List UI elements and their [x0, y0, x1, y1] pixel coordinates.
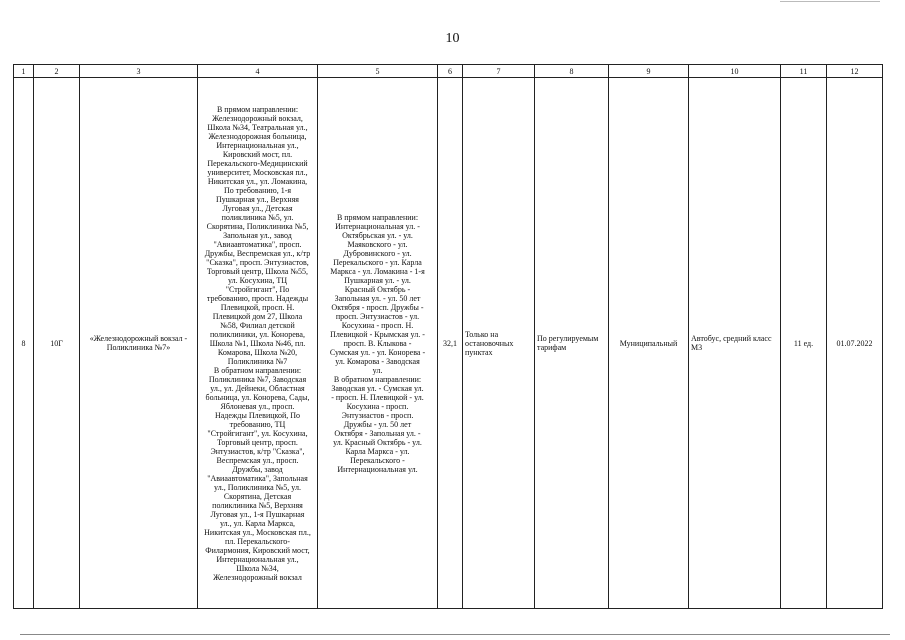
- street-line: Дубровинского - ул.: [343, 248, 412, 258]
- stop-line: Плевицкой дом 27, Школа: [212, 311, 303, 321]
- street-line: - просп. Н. Плевицкой - ул.: [331, 392, 424, 402]
- stop-line: больница, ул. Конорева, Сады,: [205, 392, 310, 402]
- stop-line: Интернациональная ул.,: [216, 554, 299, 564]
- street-line: Красный Октябрь -: [344, 284, 411, 294]
- stop-line: пл. Перекальского-: [225, 536, 290, 546]
- street-line: Карла Маркса - ул.: [345, 446, 410, 456]
- stop-line: По требованию, 1-я: [223, 185, 292, 195]
- stop-line: поликлиника №5, Верхняя: [212, 500, 303, 510]
- stops-list: [200, 105, 315, 582]
- stop-line: "Авиаавтоматика", Запольная: [207, 473, 308, 483]
- stop-line: В прямом направлении:: [216, 104, 299, 114]
- stop-line: Комарова, Школа №20,: [217, 347, 298, 357]
- street-line: Косухина - просп. Н.: [341, 320, 414, 330]
- street-line: Интернациональная ул. -: [335, 221, 420, 231]
- stop-line: Филармония, Кировский мост,: [205, 545, 310, 555]
- header-cell: 12: [827, 65, 883, 78]
- stop-line: Железнодорожный вокзал,: [212, 113, 303, 123]
- stop-line: ул., ул. Карла Маркса,: [219, 518, 296, 528]
- street-line: ул.: [372, 365, 383, 375]
- street-line: Маркса - ул. Ломакина - 1-я: [330, 266, 425, 276]
- street-line: просп. Энтузиастов - ул.: [335, 311, 420, 321]
- header-cell: 8: [535, 65, 609, 78]
- stop-line: Пушкарная ул., Верхняя: [216, 194, 299, 204]
- stop-line: Торговый центр, просп.: [217, 437, 298, 447]
- stop-line: Интернациональная ул.,: [216, 140, 299, 150]
- length-cell: 32,1: [438, 78, 463, 609]
- stop-line: Железнодорожный вокзал: [213, 572, 302, 582]
- stop-line: Поликлиника №7, Заводская: [208, 374, 307, 384]
- stop-line: Перекальского-Медицинский: [207, 158, 308, 168]
- street-line: Сумская ул. - ул. Конорева -: [329, 347, 426, 357]
- stop-line: университет, Московская пл.,: [207, 167, 308, 177]
- stop-line: Яблоневая ул., просп.: [220, 401, 295, 411]
- streets-list: [320, 213, 435, 474]
- street-line: ул. Комарова - Заводская: [335, 356, 420, 366]
- stop-line: Торговый центр, Школа №55,: [206, 266, 309, 276]
- stop-line: Никитская ул., Московская пл.,: [204, 527, 311, 537]
- tariff-cell: По регулируемым тарифам: [535, 78, 609, 609]
- header-cell: 11: [781, 65, 827, 78]
- header-cell: 10: [689, 65, 781, 78]
- stop-line: Дружбы, завод: [232, 464, 283, 474]
- stop-line: "Стройгигант", По: [225, 284, 290, 294]
- street-line: Октября - Запольная ул. -: [334, 428, 421, 438]
- stop-line: Веспремская ул., просп.: [216, 455, 299, 465]
- route-number-cell: 8: [14, 78, 34, 609]
- street-line: Интернациональная ул.: [337, 464, 418, 474]
- header-cell: 4: [198, 65, 318, 78]
- street-line: Заводская ул. - Сумская ул.: [331, 383, 424, 393]
- vehicle-count-cell: 11 ед.: [781, 78, 827, 609]
- stop-line: ул., Поликлиника №5, ул.: [214, 482, 301, 492]
- transport-type-cell: Муниципальный: [609, 78, 689, 609]
- stop-line: Скорятина, Поликлиника №5,: [206, 221, 309, 231]
- street-line: Перекальского - ул. Карла: [333, 257, 422, 267]
- stop-line: Скорятина, Детская: [223, 491, 292, 501]
- stop-line: Энтузиастов, к/тр "Сказка",: [210, 446, 305, 456]
- stop-line: ул., ул. Дейнеки, Областная: [210, 383, 305, 393]
- stop-line: ул. Косухина, ТЦ: [228, 275, 287, 285]
- stop-line: требованию, ТЦ: [229, 419, 286, 429]
- route-table: [13, 64, 883, 609]
- street-line: Октябрьская ул. - ул.: [342, 230, 413, 240]
- stop-line: Никитская ул., ул. Ломакина,: [207, 176, 308, 186]
- stop-line: поликлиники, ул. Конорева,: [210, 329, 305, 339]
- stop-line: Школа №34,: [236, 563, 279, 573]
- stop-line: "Сказка", просп. Энтузиастов,: [206, 257, 309, 267]
- header-cell: 6: [438, 65, 463, 78]
- street-line: Пушкарная ул. - ул.: [344, 275, 411, 285]
- stop-line: "Стройгигант", ул. Косухина,: [207, 428, 308, 438]
- stop-line: Дружбы, Веспремская ул., к/тр: [204, 248, 311, 258]
- stop-line: Школа №1, Школа №46, пл.: [209, 338, 306, 348]
- vehicle-class-cell: Автобус, средний класс М3: [689, 78, 781, 609]
- header-cell: 3: [80, 65, 198, 78]
- stop-line: В обратном направлении:: [213, 365, 302, 375]
- stop-line: Надежды Плевицкой, По: [214, 410, 301, 420]
- street-line: Дружбы - ул. 50 лет: [343, 419, 412, 429]
- stop-line: поликлиника №5, ул.: [221, 212, 294, 222]
- stop-line: Школа №34, Театральная ул.,: [207, 122, 308, 132]
- route-code-cell: 10Г: [34, 78, 80, 609]
- header-cell: 2: [34, 65, 80, 78]
- street-line: просп. В. Клыкова -: [343, 338, 412, 348]
- streets-cell: [318, 78, 438, 609]
- header-cell: 7: [463, 65, 535, 78]
- stop-line: Запольная ул., завод: [223, 230, 292, 240]
- header-cell: 1: [14, 65, 34, 78]
- street-line: Октября - просп. Дружбы -: [331, 302, 424, 312]
- stop-line: Плевицкой, просп. Н.: [220, 302, 295, 312]
- street-line: ул. Красный Октябрь - ул.: [333, 437, 422, 447]
- stop-line: Поликлиника №7: [227, 356, 288, 366]
- street-line: Перекальского -: [350, 455, 405, 465]
- stop-line: Луговая ул., Детская: [222, 203, 293, 213]
- street-line: Энтузиастов - просп.: [341, 410, 414, 420]
- stop-procedure-cell: Только на остановочных пунктах: [463, 78, 535, 609]
- start-date-cell: 01.07.2022: [827, 78, 883, 609]
- stops-cell: [198, 78, 318, 609]
- street-line: Косухина - просп.: [346, 401, 409, 411]
- street-line: В обратном направлении:: [333, 374, 422, 384]
- header-cell: 5: [318, 65, 438, 78]
- street-line: Маяковского - ул.: [347, 239, 408, 249]
- street-line: В прямом направлении:: [336, 212, 419, 222]
- stop-line: Луговая ул., 1-я Пушкарная: [210, 509, 305, 519]
- stop-line: Кировский мост, пл.: [222, 149, 293, 159]
- header-cell: 9: [609, 65, 689, 78]
- stop-line: Железнодорожная больница,: [208, 131, 307, 141]
- stop-line: "Авиаавтоматика", просп.: [213, 239, 302, 249]
- stop-line: требованию, просп. Надежды: [206, 293, 309, 303]
- page-number: 10: [445, 31, 460, 46]
- table-header-row: [14, 65, 883, 78]
- scan-mark: [780, 1, 880, 2]
- street-line: Плевицкой - Крымская ул. -: [330, 329, 425, 339]
- stop-line: №58, Филиал детской: [220, 320, 295, 330]
- scan-line: [20, 634, 890, 635]
- table-row: [14, 78, 883, 609]
- street-line: Запольная ул. - ул. 50 лет: [334, 293, 421, 303]
- route-name-cell: «Железнодорожный вокзал - Поликлиника №7»: [80, 78, 198, 609]
